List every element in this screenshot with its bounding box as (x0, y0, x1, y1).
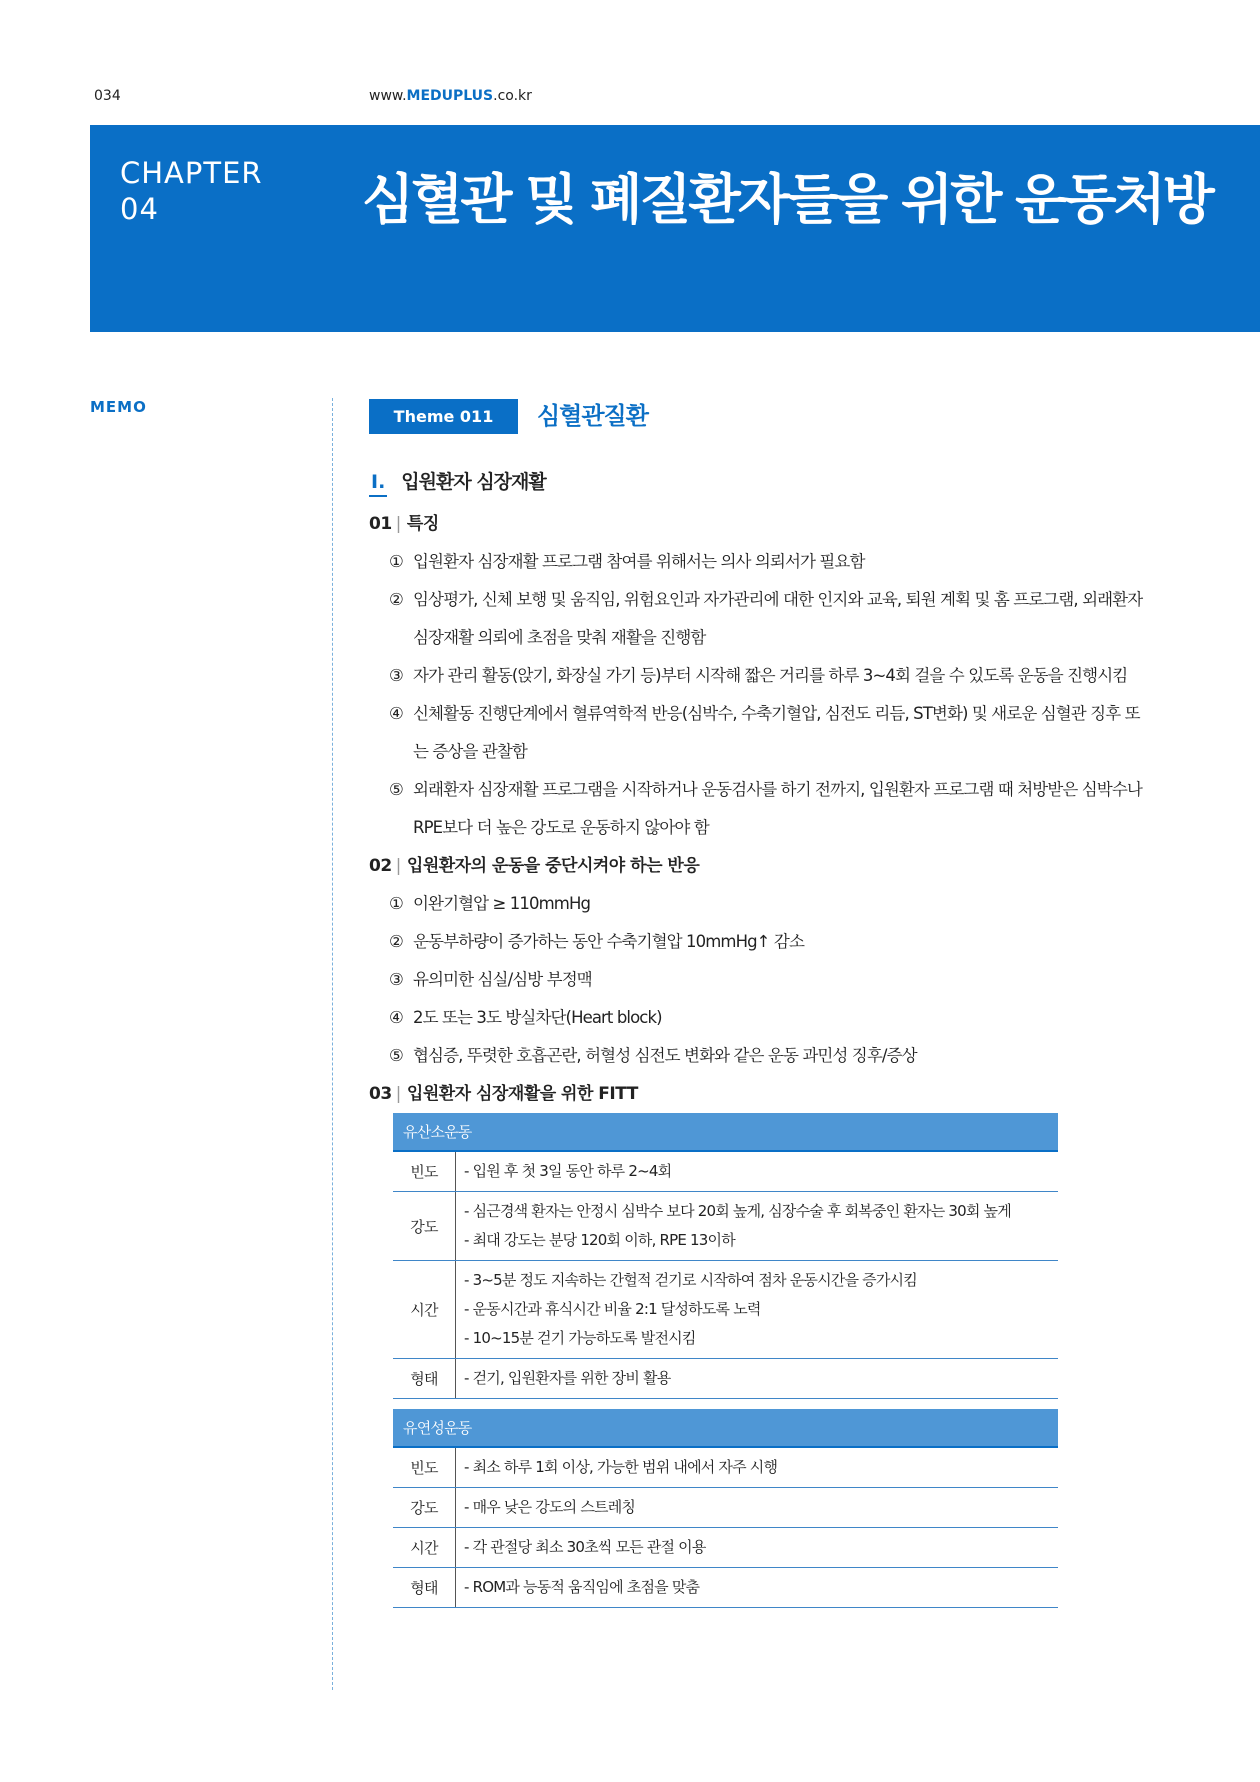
item-list (369, 543, 1149, 847)
value-line: - 걷기, 입원환자를 위한 장비 활용 (464, 1369, 671, 1387)
table-spacer (369, 1399, 1149, 1409)
table-row (393, 1488, 1058, 1528)
divider-bar: | (395, 514, 401, 534)
item-marker: ③ (389, 970, 403, 989)
url-prefix: www. (369, 88, 407, 104)
item-marker: ① (389, 552, 403, 571)
value-line: - 매우 낮은 강도의 스트레칭 (464, 1498, 636, 1516)
list-item (369, 543, 1149, 581)
value-line: - 운동시간과 휴식시간 비율 2:1 달성하도록 노력 (464, 1300, 761, 1318)
item-text: 외래환자 심장재활 프로그램을 시작하거나 운동검사를 하기 전까지, 입원환자 프로그램 때 처방받은 심박수나 RPE보다 더 높은 강도로 운동하지 않아야 함 (413, 780, 1142, 837)
row-label: 빈도 (393, 1151, 456, 1192)
table-row (393, 1261, 1058, 1359)
divider-bar: | (395, 1084, 401, 1104)
item-text: 협심증, 뚜렷한 호흡곤란, 허혈성 심전도 변화와 같은 운동 과민성 징후/증상 (413, 1046, 917, 1065)
item-text: 2도 또는 3도 방실차단(Heart block) (413, 1008, 662, 1027)
list-item (369, 695, 1149, 771)
value-line: - 입원 후 첫 3일 동안 하루 2~4회 (464, 1162, 672, 1180)
row-value (456, 1261, 1059, 1359)
list-item (369, 885, 1149, 923)
list-item (369, 771, 1149, 847)
item-marker: ④ (389, 704, 403, 723)
item-marker: ② (389, 932, 403, 951)
item-marker: ③ (389, 666, 403, 685)
item-text: 운동부하량이 증가하는 동안 수축기혈압 10mmHg↑ 감소 (413, 932, 805, 951)
row-label: 강도 (393, 1192, 456, 1261)
table-row (393, 1568, 1058, 1608)
value-line: - 최소 하루 1회 이상, 가능한 범위 내에서 자주 시행 (464, 1458, 778, 1476)
row-value (456, 1359, 1059, 1399)
main-content (369, 505, 1149, 1608)
table-row (393, 1528, 1058, 1568)
item-marker: ② (389, 590, 403, 609)
row-value (456, 1568, 1059, 1608)
fitt-table (393, 1113, 1058, 1399)
item-marker: ④ (389, 1008, 403, 1027)
chapter-number: 04 (120, 192, 159, 226)
table-row (393, 1447, 1058, 1488)
value-line: - 심근경색 환자는 안정시 심박수 보다 20회 높게, 심장수술 후 회복중인 환자는 30회 높게 (464, 1202, 1011, 1220)
row-label: 빈도 (393, 1447, 456, 1488)
row-label: 강도 (393, 1488, 456, 1528)
row-value (456, 1488, 1059, 1528)
table-row (393, 1359, 1058, 1399)
divider-bar: | (395, 856, 401, 876)
site-url[interactable] (369, 88, 532, 104)
item-text: 자가 관리 활동(앉기, 화장실 가기 등)부터 시작해 짧은 거리를 하루 3~4회 걸을 수 있도록 운동을 진행시킴 (413, 666, 1128, 685)
row-label: 시간 (393, 1261, 456, 1359)
subsection-number: 01 (369, 514, 392, 534)
theme-badge: Theme 011 (369, 399, 518, 434)
list-item (369, 961, 1149, 999)
subsection-heading (369, 505, 1149, 543)
table-header: 유산소운동 (393, 1113, 1058, 1151)
list-item (369, 999, 1149, 1037)
row-label: 형태 (393, 1568, 456, 1608)
row-value (456, 1192, 1059, 1261)
value-line: - 각 관절당 최소 30초씩 모든 관절 이용 (464, 1538, 706, 1556)
subsection-title: 특징 (406, 514, 439, 534)
row-value (456, 1447, 1059, 1488)
list-item (369, 581, 1149, 657)
url-brand: MEDUPLUS (406, 88, 494, 104)
table-header-row (393, 1409, 1058, 1447)
subsection-number: 03 (369, 1084, 392, 1104)
page-number: 034 (94, 88, 121, 104)
memo-divider (332, 398, 333, 1690)
item-text: 입원환자 심장재활 프로그램 참여를 위해서는 의사 의뢰서가 필요함 (413, 552, 865, 571)
item-text: 임상평가, 신체 보행 및 움직임, 위험요인과 자가관리에 대한 인지와 교육, 퇴원 계획 및 홈 프로그램, 외래환자 심장재활 의뢰에 초점을 맞춰 재활을 진행함 (413, 590, 1143, 647)
url-suffix: .co.kr (493, 88, 532, 104)
item-text: 신체활동 진행단계에서 혈류역학적 반응(심박수, 수축기혈압, 심전도 리듬, ST변화) 및 새로운 심혈관 징후 또는 증상을 관찰함 (413, 704, 1140, 761)
table-header: 유연성운동 (393, 1409, 1058, 1447)
theme-title: 심혈관질환 (537, 402, 648, 430)
value-line: - 10~15분 걷기 가능하도록 발전시킴 (464, 1329, 696, 1347)
fitt-table (393, 1409, 1058, 1608)
item-marker: ⑤ (389, 1046, 403, 1065)
chapter-word: CHAPTER (120, 156, 263, 190)
row-label: 형태 (393, 1359, 456, 1399)
table-row (393, 1192, 1058, 1261)
item-text: 이완기혈압 ≥ 110mmHg (413, 894, 591, 913)
memo-label: MEMO (90, 398, 147, 416)
value-line: - ROM과 능동적 움직임에 초점을 맞춤 (464, 1578, 700, 1596)
subsection-title: 입원환자 심장재활을 위한 FITT (406, 1084, 638, 1104)
subsection-heading (369, 847, 1149, 885)
list-item (369, 657, 1149, 695)
chapter-banner (90, 125, 1260, 332)
row-label: 시간 (393, 1528, 456, 1568)
item-marker: ⑤ (389, 780, 403, 799)
subsection-heading (369, 1075, 1149, 1113)
value-line: - 최대 강도는 분당 120회 이하, RPE 13이하 (464, 1231, 735, 1249)
chapter-label (120, 155, 263, 227)
subsection-title: 입원환자의 운동을 중단시켜야 하는 반응 (406, 856, 700, 876)
chapter-title: 심혈관 및 폐질환자들을 위한 운동처방 (362, 168, 1212, 231)
list-item (369, 1037, 1149, 1075)
item-text: 유의미한 심실/심방 부정맥 (413, 970, 592, 989)
section-number: Ⅰ. (369, 471, 387, 497)
row-value (456, 1528, 1059, 1568)
item-marker: ① (389, 894, 403, 913)
item-list (369, 885, 1149, 1075)
row-value (456, 1151, 1059, 1192)
table-row (393, 1151, 1058, 1192)
section-title: 입원환자 심장재활 (401, 471, 546, 493)
list-item (369, 923, 1149, 961)
table-header-row (393, 1113, 1058, 1151)
value-line: - 3~5분 정도 지속하는 간헐적 걷기로 시작하여 점차 운동시간을 증가시킴 (464, 1271, 917, 1289)
subsection-number: 02 (369, 856, 392, 876)
section-heading (369, 467, 546, 497)
